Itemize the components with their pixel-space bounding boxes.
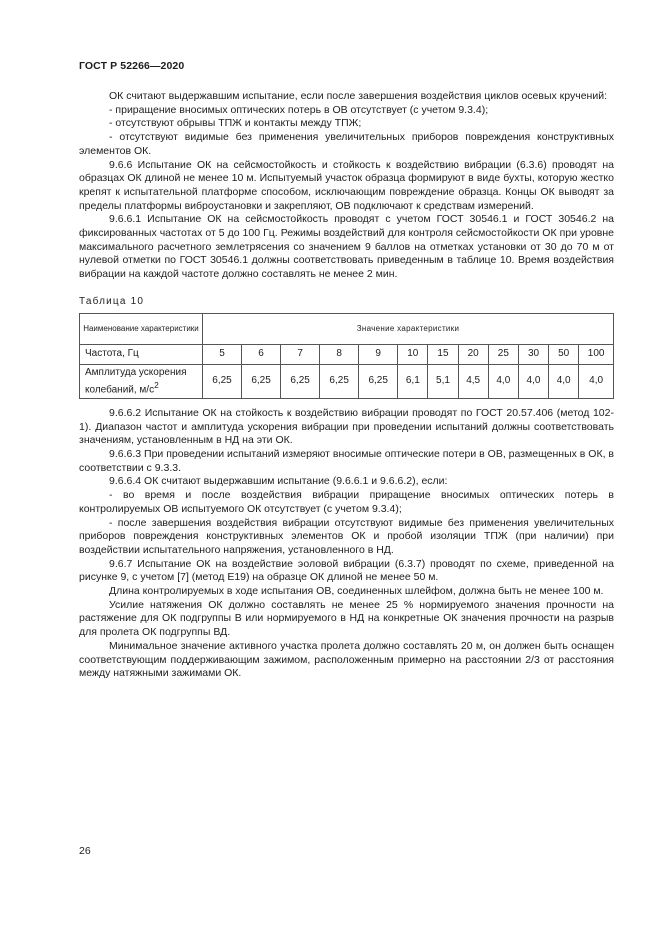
list-item: - во время и после воздействия вибрации приращение вносимых оптических потерь в контролируемых ОВ испытуемого ОК отсутствует (с учетом 9.3.4); [79,489,614,515]
paragraph-span: Минимальное значение активного участка пролета должно составлять 20 м, он должен быть оснащен соответствующим поддерживающим зажимом, расположенным примерно на расстоянии 2/3 от расстояния между натяжными зажимами ОК. [79,639,614,680]
vibration-table [79,313,614,399]
page-content [79,90,614,681]
table-cell: 6,1 [398,364,428,398]
list-item: - отсутствуют видимые без применения увеличительных приборов повреждения конструктивных элементов ОК. [79,131,614,157]
table-cell: 6,25 [359,364,398,398]
table-cell: 8 [320,344,359,364]
table-header-row [80,313,614,344]
table-cell: 4,0 [549,364,579,398]
table-cell: 6 [242,344,281,364]
paragraph-9-6-7: 9.6.7 Испытание ОК на воздействие эоловой вибрации (6.3.7) проводят по схеме, приведенной на рисунке 9, с учетом [7] (метод Е19) на образце ОК длиной не менее 50 м. [79,557,614,584]
unit-superscript: 2 [154,379,159,390]
paragraph-9-6-6-2: 9.6.6.2 Испытание ОК на стойкость к воздействию вибрации проводят по ГОСТ 20.57.406 (метод 102-1). Диапазон частот и амплитуда ускорения вибрации при проведении испытаний должны соответствовать значениям, установленным в НД на эти ОК. [79,406,614,447]
table-cell: 25 [488,344,518,364]
frequency-label: Частота, Гц [80,344,203,364]
table-cell: 4,5 [458,364,488,398]
table-cell: 6,25 [242,364,281,398]
list-item: - после завершения воздействия вибрации отсутствуют видимые без применения увеличительных приборов повреждения конструктивных элементов ОК и пробой изоляции ТПЖ (при наличии) при воздействии испытательного напряжения, установленного в НД. [79,516,614,556]
table-row-amplitude [80,364,614,398]
paragraph-9-6-6-4: 9.6.6.4 ОК считают выдержавшим испытание (9.6.6.1 и 9.6.6.2), если: [109,475,448,488]
paragraph-9-6-6-1: 9.6.6.1 Испытание ОК на сейсмостойкость проводят с учетом ГОСТ 30546.1 и ГОСТ 30546.2 на фиксированных частотах от 5 до 100 Гц. Режимы воздействий для контроля сейсмостойкости ОК при уровне максимального расчетного землетрясения со значением 9 баллов на отметках установки от 30 до 70 м от нулевой отметки по ГОСТ 30546.1 должны соответствовать приведенным в таблице 10. Время воздействия вибрации на каждой частоте должно составлять не менее 2 мин. [79,213,614,281]
list-item: - приращение вносимых оптических потерь в ОВ отсутствует (с учетом 9.3.4); [109,103,489,116]
table-cell: 7 [281,344,320,364]
table-cell: 20 [458,344,488,364]
table-cell: 6,25 [203,364,242,398]
paragraph-twist-result: ОК считают выдержавшим испытание, если после завершения воздействия циклов осевых кручений: [109,90,607,102]
table-cell: 4,0 [579,364,614,398]
table-cell: 5,1 [428,364,458,398]
paragraph-fiber-length: Длина контролируемых в ходе испытания ОВ, соединенных шлейфом, должна быть не менее 100 м. [109,585,604,598]
table-cell: 4,0 [488,364,518,398]
table-cell: 15 [428,344,458,364]
table-cell: 100 [579,344,614,364]
page-number: 26 [79,845,91,857]
table-caption: Таблица 10 [79,295,145,307]
table-cell: 30 [518,344,548,364]
table-cell: 5 [203,344,242,364]
paragraph-tension: Усилие натяжения ОК должно составлять не менее 25 % нормируемого значения прочности на растяжение для ОК подгруппы В или нормируемого в НД на конкретные ОК значения прочности на разрыв для пролета ОК подгруппы ВД. [79,598,614,639]
list-item: - отсутствуют обрывы ТПЖ и контакты между ТПЖ; [109,117,362,130]
table-cell: 50 [549,344,579,364]
table-cell: 6,25 [320,364,359,398]
table-row-frequency [80,344,614,364]
amplitude-label [80,364,203,398]
table-cell: 9 [359,344,398,364]
table-cell: 6,25 [281,364,320,398]
value-column-header: Значение характеристики [203,313,614,344]
paragraph-9-6-6: 9.6.6 Испытание ОК на сейсмостойкость и стойкость к воздействию вибрации (6.3.6) проводят на образцах ОК длиной не менее 10 м. Испытуемый участок образца формируют в виде бухты, которую жестко крепят к испытательной платформе способом, исключающим повреждение образца. Концы ОК выводят за пределы платформы виброустановки и закрепляют, ОВ подключают к средствам измерений. [79,158,614,212]
amplitude-label-text: Амплитуда ускорения колебаний, м/с [85,366,187,395]
name-column-header: Наименование характеристики [80,313,203,344]
table-cell: 10 [398,344,428,364]
document-header: ГОСТ Р 52266—2020 [79,60,185,72]
paragraph-9-6-6-3: 9.6.6.3 При проведении испытаний измеряют вносимые оптические потери в ОВ, размещенных в ОК, в соответствии с 9.3.3. [79,447,614,474]
table-cell: 4,0 [518,364,548,398]
